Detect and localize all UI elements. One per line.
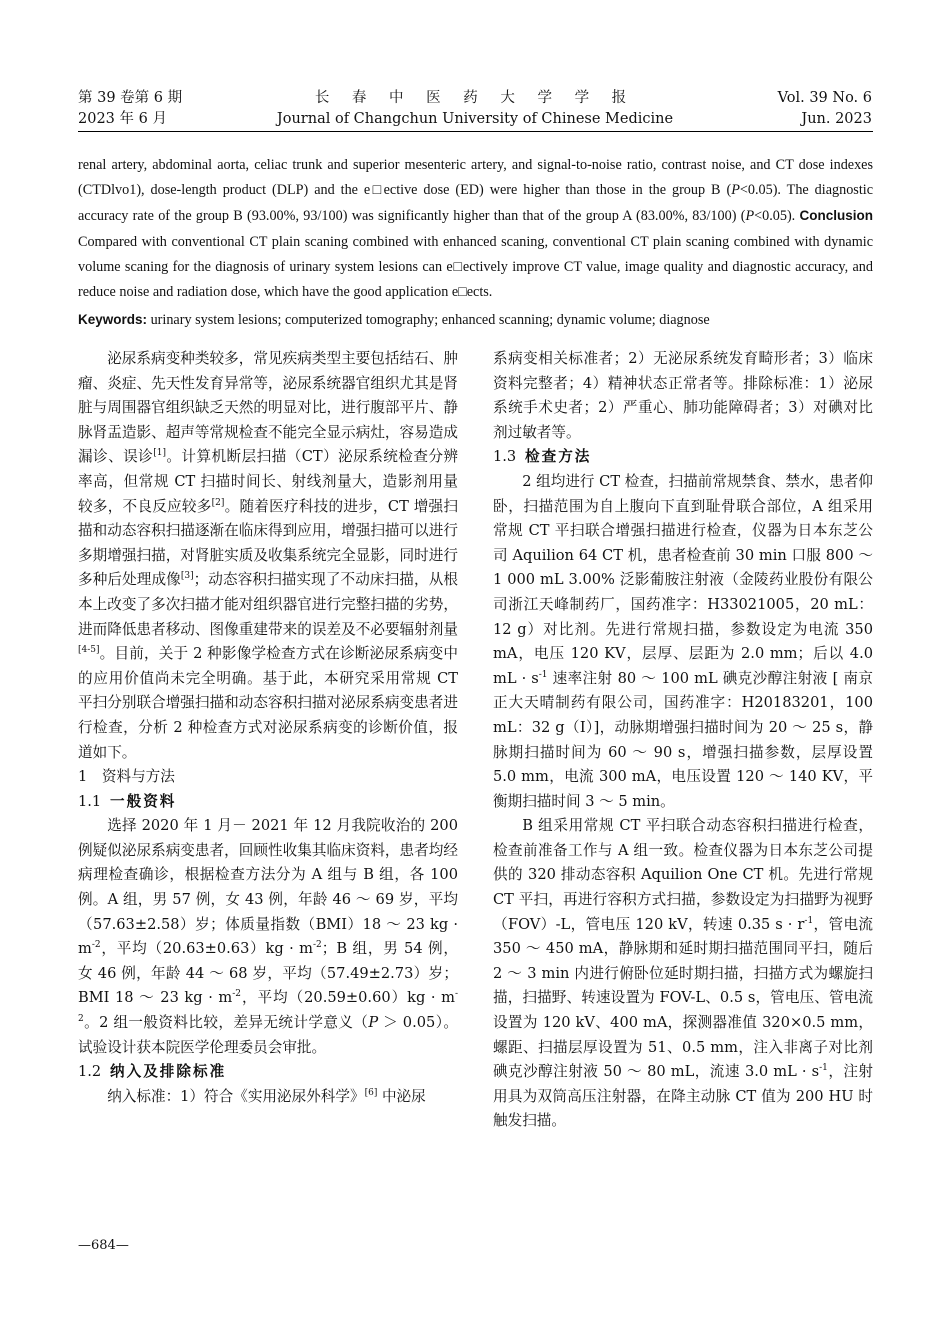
text-span: B 组采用常规 CT 平扫联合动态容积扫描进行检查，检查前准备工作与 A 组一致。检查仪器为日本东芝公司提供的 320 排动态容积 Aquilion One CT 机。先进行常规 CT 平扫，再进行容积方式扫描，参数设定为扫描野为视野（FOV）-L，管电压 120 kV，转速 0.35 s · r bbox=[493, 817, 873, 933]
abstract-en bbox=[78, 153, 873, 305]
superscript: -1 bbox=[538, 669, 548, 680]
method-paragraph-b bbox=[493, 814, 873, 1134]
p-symbol: P bbox=[731, 182, 740, 199]
volume-issue: 第 39 卷第 6 期 bbox=[78, 90, 183, 106]
abstract-text-3: <0.05). bbox=[754, 208, 800, 225]
text-span: ；B 组，男 54 例，女 46 例，年龄 44 ～ 68 岁，平均（57.49±2.73）岁；BMI 18 ～ 23 kg · m bbox=[78, 940, 458, 1007]
journal-title-cn: 长 春 中 医 药 大 学 学 报 bbox=[314, 90, 636, 106]
text-span: 。2 组一般资料比较，差异无统计学意义（ bbox=[83, 1014, 369, 1032]
general-data-paragraph bbox=[78, 814, 458, 1060]
text-span: 。目前，关于 2 种影像学检查方式在诊断泌尿系病变中的应用价值尚未完全明确。基于此，本研究采用常规 CT 平扫分别联合增强扫描和动态容积扫描对泌尿系病变患者进行检查，分析 2 种检查方式对泌尿系病变的诊断价值，报道如下。 bbox=[78, 645, 458, 761]
keywords-label: Keywords: bbox=[78, 312, 148, 327]
citation-ref: [1] bbox=[153, 448, 166, 459]
section-heading-1-1 bbox=[78, 790, 458, 815]
citation-ref: [4-5] bbox=[78, 645, 100, 656]
inclusion-continued: 系病变相关标准者；2）无泌尿系统发育畸形者；3）临床资料完整者；4）精神状态正常者等。排除标准：1）泌尿系统手术史者；2）严重心、肺功能障碍者；3）对碘对比剂过敏者等。 bbox=[493, 350, 873, 441]
method-paragraph-a bbox=[493, 470, 873, 814]
text-span: 纳入标准：1）符合《实用泌尿外科学》 bbox=[107, 1087, 365, 1105]
volume-issue-en: Vol. 39 No. 6 bbox=[777, 90, 872, 106]
section-title: 一般资料 bbox=[110, 792, 177, 810]
citation-ref: [6] bbox=[364, 1087, 378, 1098]
text-span: ＞ 0.05）。试验设计获本院医学伦理委员会审批。 bbox=[78, 1014, 458, 1056]
header-rule bbox=[78, 131, 873, 132]
section-number: 1.1 bbox=[78, 792, 102, 810]
text-span: ，平均（20.63±0.63）kg · m bbox=[100, 940, 314, 958]
text-span: 。随着医疗科技的进步，CT 增强扫描和动态容积扫描逐渐在临床得到应用，增强扫描可以进行多期增强扫描，对肾脏实质及收集系统完全显影，同时进行多种后处理成像 bbox=[78, 497, 458, 589]
journal-title-en: Journal of Changchun University of Chinese Medicine bbox=[276, 111, 674, 127]
section-number: 1.2 bbox=[78, 1063, 102, 1081]
text-span: ，平均（20.59±0.60）kg · m bbox=[241, 989, 455, 1007]
keywords-text: urinary system lesions; computerized tomography; enhanced scanning; dynamic volume; diagnose bbox=[147, 312, 710, 328]
text-span: ，管电流 350 ～ 450 mA，静脉期和延时期扫描范围同平扫，随后 2 ～ 3 min 内进行俯卧位延时期扫描，扫描方式为螺旋扫描，扫描野、转速设置为 FOV-L、0.5 s，管电压、管电流设置为 120 kV、400 mA，探测器准值 320×0.5 mm，螺距、扫描层厚设置为 51、0.5 mm，注入非离子对比剂碘克沙醇注射液 50 ～ 80 mL，流速 3.0 mL · s bbox=[493, 915, 873, 1081]
section-heading-1-3 bbox=[493, 445, 873, 470]
citation-ref: [3] bbox=[180, 571, 194, 582]
abstract-text-4: Compared with conventional CT plain scaning combined with enhanced scaning, conventional CT plain scaning combined with dynamic volume scaning for the diagnosis of urinary system lesions can e□ectively improve CT value, image quality and diagnostic accuracy, and reduce noise and radiation dose, which have the good application e□ects. bbox=[78, 233, 873, 301]
superscript: -2 bbox=[78, 989, 458, 1025]
issue-date-en: Jun. 2023 bbox=[801, 111, 872, 127]
intro-paragraph bbox=[78, 347, 458, 765]
page-number: —684— bbox=[78, 1238, 129, 1253]
superscript: -2 bbox=[313, 940, 322, 951]
text-span: 速率注射 80 ～ 100 mL 碘克沙醇注射液 [ 南京正大天晴制药有限公司，国药准字：H20183201，100 mL：32 g（I）]，动脉期增强扫描时间为 20 ～ 25 s，静脉期扫描时间为 60 ～ 90 s，增强扫描参数，层厚设置 5.0 mm，电流 300 mA，电压设置 120 ～ 140 KV，平衡期扫描时间 3 ～ 5 min。 bbox=[493, 669, 874, 810]
superscript: -1 bbox=[804, 915, 814, 926]
section-title: 纳入及排除标准 bbox=[110, 1063, 227, 1081]
keywords bbox=[78, 308, 873, 332]
superscript: -1 bbox=[819, 1063, 828, 1074]
abstract-text-2: <0.05). The diagnostic accuracy rate of the group B (93.00%, 93/100) was significantly higher than that of the group A (83.00%, 83/100) ( bbox=[78, 182, 874, 225]
text-span: 。计算机断层扫描（CT）泌尿系统检查分辨率高，但常规 CT 扫描时间长、射线剂量大，造影剂用量较多，不良反应较多 bbox=[78, 448, 458, 515]
conclusion-label: Conclusion bbox=[799, 208, 873, 224]
abstract-text-1: renal artery, abdominal aorta, celiac trunk and superior mesenteric artery, and signal-to-noise ratio, contrast noise, and CT dose indexes (CTDlvo1), dose-length product (DLP) and the e□ective dose (ED) were higher than those in the group B ( bbox=[78, 157, 873, 199]
issue-date: 2023 年 6 月 bbox=[78, 111, 167, 127]
text-span: ，注射用具为双筒高压注射器，在降主动脉 CT 值为 200 HU 时触发扫描。 bbox=[493, 1063, 873, 1130]
section-heading-1: 1 资料与方法 bbox=[78, 768, 175, 786]
left-column bbox=[78, 347, 458, 1109]
text-span: 泌尿系病变种类较多，常见疾病类型主要包括结石、肿瘤、炎症、先天性发育异常等，泌尿系统器官组织尤其是肾脏与周围器官组织缺乏天然的明显对比，进行腹部平片、静脉肾盂造影、超声等常规检查不能完全显示病灶，容易造成漏诊、误诊 bbox=[78, 350, 458, 466]
citation-ref: [2] bbox=[211, 497, 225, 508]
section-title: 检查方法 bbox=[525, 448, 592, 466]
section-heading-1-2 bbox=[78, 1060, 458, 1085]
superscript: -2 bbox=[91, 940, 101, 951]
p-symbol: P bbox=[368, 1014, 379, 1032]
superscript: -2 bbox=[232, 989, 242, 1000]
inclusion-paragraph bbox=[78, 1085, 458, 1110]
journal-volume-info-en bbox=[778, 88, 872, 130]
text-span: 选择 2020 年 1 月－ 2021 年 12 月我院收治的 200 例疑似泌尿系病变患者，回顾性收集其临床资料，患者均经病理检查确诊，根据检查方法分为 A 组与 B 组，各 100 例。A 组，男 57 例，女 43 例，年龄 46 ～ 69 岁，平均（57.63±2.58）岁；体质量指数（BMI）18 ～ 23 kg · m bbox=[78, 817, 458, 958]
right-column bbox=[493, 347, 873, 1134]
p-symbol: P bbox=[745, 208, 755, 225]
section-number: 1.3 bbox=[493, 448, 517, 466]
text-span: ；动态容积扫描实现了不动床扫描，从根本上改变了多次扫描才能对组织器官进行完整扫描的劣势，进而降低患者移动、图像重建带来的误差及不必要辐射剂量 bbox=[78, 571, 458, 638]
text-span: 中泌尿 bbox=[377, 1087, 426, 1105]
text-span: 2 组均进行 CT 检查，扫描前常规禁食、禁水，患者仰卧，扫描范围为自上腹向下直到耻骨联合部位，A 组采用常规 CT 平扫联合增强扫描进行检查，仪器为日本东芝公司 Aquilion 64 CT 机，患者检查前 30 min 口服 800 ～ 1 000 mL 3.00% 泛影葡胺注射液（金陵药业股份有限公司浙江天峰制药厂，国药准字：H33021005，20 mL：12 g）对比剂。先进行常规扫描，参数设定为电流 350 mA，电压 120 KV，层厚、层距为 2.0 mm；后以 4.0 mL · s bbox=[493, 472, 873, 687]
